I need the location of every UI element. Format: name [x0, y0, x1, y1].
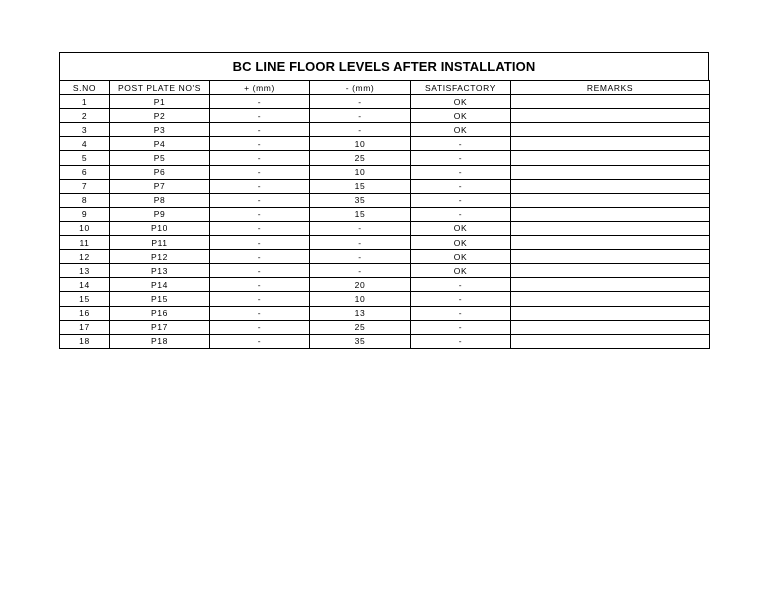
cell-plus-mm[interactable]: - — [210, 179, 310, 193]
table-row — [60, 236, 710, 250]
cell-sno[interactable]: 11 — [60, 236, 110, 250]
sheet-title: BC LINE FLOOR LEVELS AFTER INSTALLATION — [232, 59, 536, 74]
cell-plus-mm[interactable]: - — [210, 334, 310, 348]
cell-post-plate[interactable]: P18 — [110, 334, 210, 348]
spreadsheet — [59, 52, 709, 349]
cell-sno[interactable]: 16 — [60, 306, 110, 320]
cell-remarks[interactable] — [511, 292, 710, 306]
header-remarks[interactable]: REMARKS — [511, 81, 710, 95]
cell-plus-mm[interactable]: - — [210, 306, 310, 320]
header-sno[interactable]: S.NO — [60, 81, 110, 95]
cell-remarks[interactable] — [511, 151, 710, 165]
table-row — [60, 207, 710, 221]
cell-plus-mm[interactable]: - — [210, 193, 310, 207]
cell-plus-mm[interactable]: - — [210, 137, 310, 151]
cell-post-plate[interactable]: P8 — [110, 193, 210, 207]
cell-remarks[interactable] — [511, 207, 710, 221]
cell-remarks[interactable] — [511, 264, 710, 278]
cell-sno[interactable]: 18 — [60, 334, 110, 348]
cell-sno[interactable]: 9 — [60, 207, 110, 221]
cell-minus-mm[interactable]: 35 — [310, 193, 411, 207]
levels-table — [59, 80, 710, 349]
header-post-plate[interactable]: POST PLATE NO'S — [110, 81, 210, 95]
cell-satisfactory[interactable]: - — [411, 193, 511, 207]
cell-minus-mm[interactable]: - — [310, 95, 411, 109]
cell-minus-mm[interactable]: - — [310, 250, 411, 264]
cell-satisfactory[interactable]: OK — [411, 95, 511, 109]
cell-remarks[interactable] — [511, 334, 710, 348]
cell-minus-mm[interactable]: - — [310, 109, 411, 123]
table-body — [60, 95, 710, 349]
cell-plus-mm[interactable]: - — [210, 95, 310, 109]
table-row — [60, 292, 710, 306]
cell-minus-mm[interactable]: 20 — [310, 278, 411, 292]
cell-minus-mm[interactable]: 25 — [310, 151, 411, 165]
cell-post-plate[interactable]: P14 — [110, 278, 210, 292]
header-plus-mm[interactable]: + (mm) — [210, 81, 310, 95]
cell-remarks[interactable] — [511, 306, 710, 320]
cell-plus-mm[interactable]: - — [210, 236, 310, 250]
cell-post-plate[interactable]: P2 — [110, 109, 210, 123]
header-row — [60, 81, 710, 95]
cell-remarks[interactable] — [511, 95, 710, 109]
table-row — [60, 306, 710, 320]
table-row — [60, 278, 710, 292]
cell-minus-mm[interactable]: - — [310, 221, 411, 235]
table-row — [60, 334, 710, 348]
cell-remarks[interactable] — [511, 193, 710, 207]
cell-remarks[interactable] — [511, 109, 710, 123]
cell-remarks[interactable] — [511, 278, 710, 292]
cell-remarks[interactable] — [511, 137, 710, 151]
table-row — [60, 179, 710, 193]
cell-satisfactory[interactable]: - — [411, 165, 511, 179]
cell-post-plate[interactable]: P1 — [110, 95, 210, 109]
cell-sno[interactable]: 4 — [60, 137, 110, 151]
cell-satisfactory[interactable]: - — [411, 292, 511, 306]
cell-post-plate[interactable]: P9 — [110, 207, 210, 221]
cell-satisfactory[interactable]: - — [411, 334, 511, 348]
cell-plus-mm[interactable]: - — [210, 221, 310, 235]
cell-remarks[interactable] — [511, 221, 710, 235]
cell-satisfactory[interactable]: - — [411, 306, 511, 320]
cell-post-plate[interactable]: P17 — [110, 320, 210, 334]
cell-post-plate[interactable]: P7 — [110, 179, 210, 193]
cell-post-plate[interactable]: P3 — [110, 123, 210, 137]
cell-sno[interactable]: 15 — [60, 292, 110, 306]
cell-remarks[interactable] — [511, 123, 710, 137]
cell-plus-mm[interactable]: - — [210, 278, 310, 292]
table-row — [60, 320, 710, 334]
cell-post-plate[interactable]: P4 — [110, 137, 210, 151]
cell-satisfactory[interactable]: OK — [411, 123, 511, 137]
cell-minus-mm[interactable]: - — [310, 123, 411, 137]
header-minus-mm[interactable]: - (mm) — [310, 81, 411, 95]
table-row — [60, 165, 710, 179]
cell-minus-mm[interactable]: 10 — [310, 137, 411, 151]
cell-post-plate[interactable]: P10 — [110, 221, 210, 235]
table-row — [60, 123, 710, 137]
cell-sno[interactable]: 3 — [60, 123, 110, 137]
cell-remarks[interactable] — [511, 236, 710, 250]
cell-remarks[interactable] — [511, 320, 710, 334]
cell-plus-mm[interactable]: - — [210, 250, 310, 264]
cell-sno[interactable]: 12 — [60, 250, 110, 264]
cell-plus-mm[interactable]: - — [210, 264, 310, 278]
cell-post-plate[interactable]: P13 — [110, 264, 210, 278]
cell-sno[interactable]: 2 — [60, 109, 110, 123]
cell-plus-mm[interactable]: - — [210, 207, 310, 221]
cell-sno[interactable]: 1 — [60, 95, 110, 109]
table-row — [60, 264, 710, 278]
cell-satisfactory[interactable]: - — [411, 278, 511, 292]
cell-minus-mm[interactable]: 35 — [310, 334, 411, 348]
cell-sno[interactable]: 14 — [60, 278, 110, 292]
cell-plus-mm[interactable]: - — [210, 151, 310, 165]
cell-sno[interactable]: 6 — [60, 165, 110, 179]
cell-minus-mm[interactable]: 25 — [310, 320, 411, 334]
cell-post-plate[interactable]: P5 — [110, 151, 210, 165]
cell-plus-mm[interactable]: - — [210, 320, 310, 334]
cell-satisfactory[interactable]: OK — [411, 250, 511, 264]
cell-minus-mm[interactable]: 15 — [310, 179, 411, 193]
cell-remarks[interactable] — [511, 179, 710, 193]
table-row — [60, 95, 710, 109]
cell-remarks[interactable] — [511, 250, 710, 264]
cell-satisfactory[interactable]: - — [411, 207, 511, 221]
cell-plus-mm[interactable]: - — [210, 123, 310, 137]
cell-remarks[interactable] — [511, 165, 710, 179]
table-row — [60, 193, 710, 207]
cell-post-plate[interactable]: P11 — [110, 236, 210, 250]
cell-sno[interactable]: 13 — [60, 264, 110, 278]
cell-minus-mm[interactable]: 15 — [310, 207, 411, 221]
cell-plus-mm[interactable]: - — [210, 292, 310, 306]
table-row — [60, 221, 710, 235]
table-row — [60, 151, 710, 165]
cell-post-plate[interactable]: P12 — [110, 250, 210, 264]
cell-minus-mm[interactable]: 10 — [310, 165, 411, 179]
cell-minus-mm[interactable]: - — [310, 264, 411, 278]
cell-sno[interactable]: 7 — [60, 179, 110, 193]
cell-satisfactory[interactable]: OK — [411, 264, 511, 278]
header-satisfactory[interactable]: SATISFACTORY — [411, 81, 511, 95]
cell-sno[interactable]: 8 — [60, 193, 110, 207]
cell-sno[interactable]: 10 — [60, 221, 110, 235]
cell-sno[interactable]: 5 — [60, 151, 110, 165]
cell-satisfactory[interactable]: - — [411, 320, 511, 334]
cell-satisfactory[interactable]: - — [411, 151, 511, 165]
table-row — [60, 109, 710, 123]
cell-satisfactory[interactable]: OK — [411, 221, 511, 235]
cell-minus-mm[interactable]: - — [310, 236, 411, 250]
cell-plus-mm[interactable]: - — [210, 109, 310, 123]
cell-satisfactory[interactable]: - — [411, 179, 511, 193]
cell-post-plate[interactable]: P16 — [110, 306, 210, 320]
cell-post-plate[interactable]: P15 — [110, 292, 210, 306]
table-row — [60, 137, 710, 151]
cell-minus-mm[interactable]: 10 — [310, 292, 411, 306]
cell-satisfactory[interactable]: OK — [411, 236, 511, 250]
cell-plus-mm[interactable]: - — [210, 165, 310, 179]
cell-minus-mm[interactable]: 13 — [310, 306, 411, 320]
cell-post-plate[interactable]: P6 — [110, 165, 210, 179]
cell-satisfactory[interactable]: - — [411, 137, 511, 151]
title-cell[interactable] — [59, 52, 709, 80]
cell-satisfactory[interactable]: OK — [411, 109, 511, 123]
table-row — [60, 250, 710, 264]
cell-sno[interactable]: 17 — [60, 320, 110, 334]
